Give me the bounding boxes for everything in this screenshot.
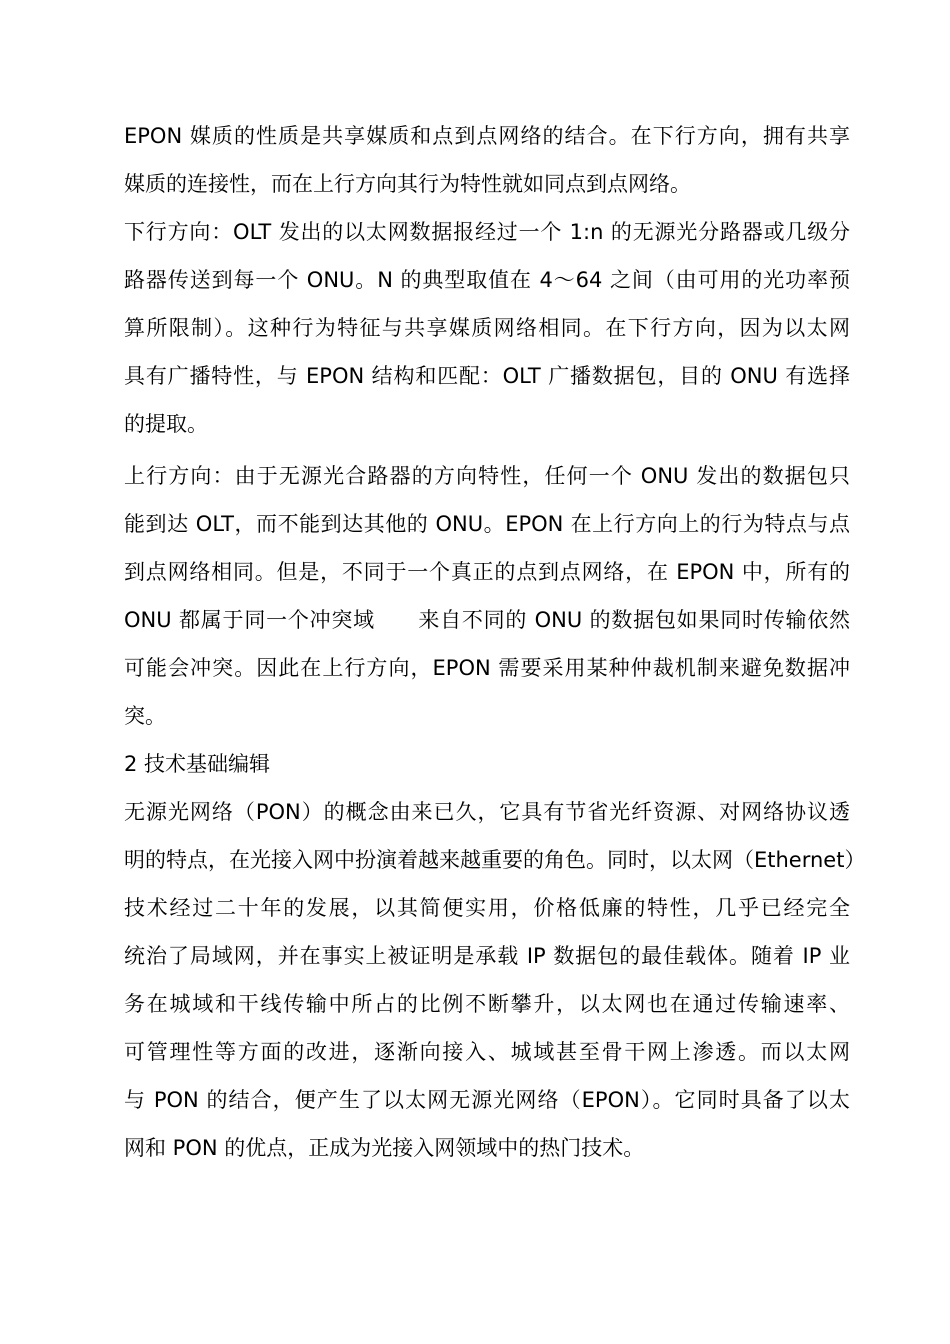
- text-line: 路器传送到每一个 ONU。N 的典型取值在 4～64 之间（由可用的光功率预: [124, 268, 850, 292]
- text-line: 到点网络相同。但是，不同于一个真正的点到点网络，在 EPON 中，所有的: [124, 560, 850, 584]
- text-line: 与 PON 的结合，便产生了以太网无源光网络（EPON）。它同时具备了以太: [124, 1088, 850, 1112]
- text-line: 算所限制）。这种行为特征与共享媒质网络相同。在下行方向，因为以太网: [124, 316, 850, 340]
- text-line: 技术经过二十年的发展，以其简便实用，价格低廉的特性，几乎已经完全: [124, 896, 850, 920]
- text-line: EPON 媒质的性质是共享媒质和点到点网络的结合。在下行方向，拥有共享: [124, 124, 850, 148]
- text-line: 媒质的连接性，而在上行方向其行为特性就如同点到点网络。: [124, 172, 691, 196]
- text-line: 务在城域和干线传输中所占的比例不断攀升，以太网也在通过传输速率、: [124, 992, 850, 1016]
- text-line: 上行方向：由于无源光合路器的方向特性，任何一个 ONU 发出的数据包只: [124, 464, 850, 488]
- text-line: ONU 都属于同一个冲突域 来自不同的 ONU 的数据包如果同时传输依然: [124, 608, 850, 632]
- text-line: 的提取。: [124, 412, 208, 436]
- text-line: 能到达 OLT，而不能到达其他的 ONU。EPON 在上行方向上的行为特点与点: [124, 512, 850, 536]
- section-heading: 2 技术基础编辑: [124, 752, 271, 776]
- text-line: 具有广播特性，与 EPON 结构和匹配：OLT 广播数据包，目的 ONU 有选择: [124, 364, 850, 388]
- text-line: 网和 PON 的优点，正成为光接入网领域中的热门技术。: [124, 1136, 645, 1160]
- text-line: 统治了局域网，并在事实上被证明是承载 IP 数据包的最佳载体。随着 IP 业: [124, 944, 850, 968]
- text-line: 突。: [124, 704, 166, 728]
- text-line: 无源光网络（PON）的概念由来已久，它具有节省光纤资源、对网络协议透: [124, 800, 850, 824]
- text-line: 明的特点，在光接入网中扮演着越来越重要的角色。同时，以太网（Ethernet）: [124, 848, 866, 872]
- text-line: 可能会冲突。因此在上行方向，EPON 需要采用某种仲裁机制来避免数据冲: [124, 656, 850, 680]
- text-line: 可管理性等方面的改进，逐渐向接入、城域甚至骨干网上渗透。而以太网: [124, 1040, 850, 1064]
- text-line: 下行方向：OLT 发出的以太网数据报经过一个 1:n 的无源光分路器或几级分: [124, 220, 850, 244]
